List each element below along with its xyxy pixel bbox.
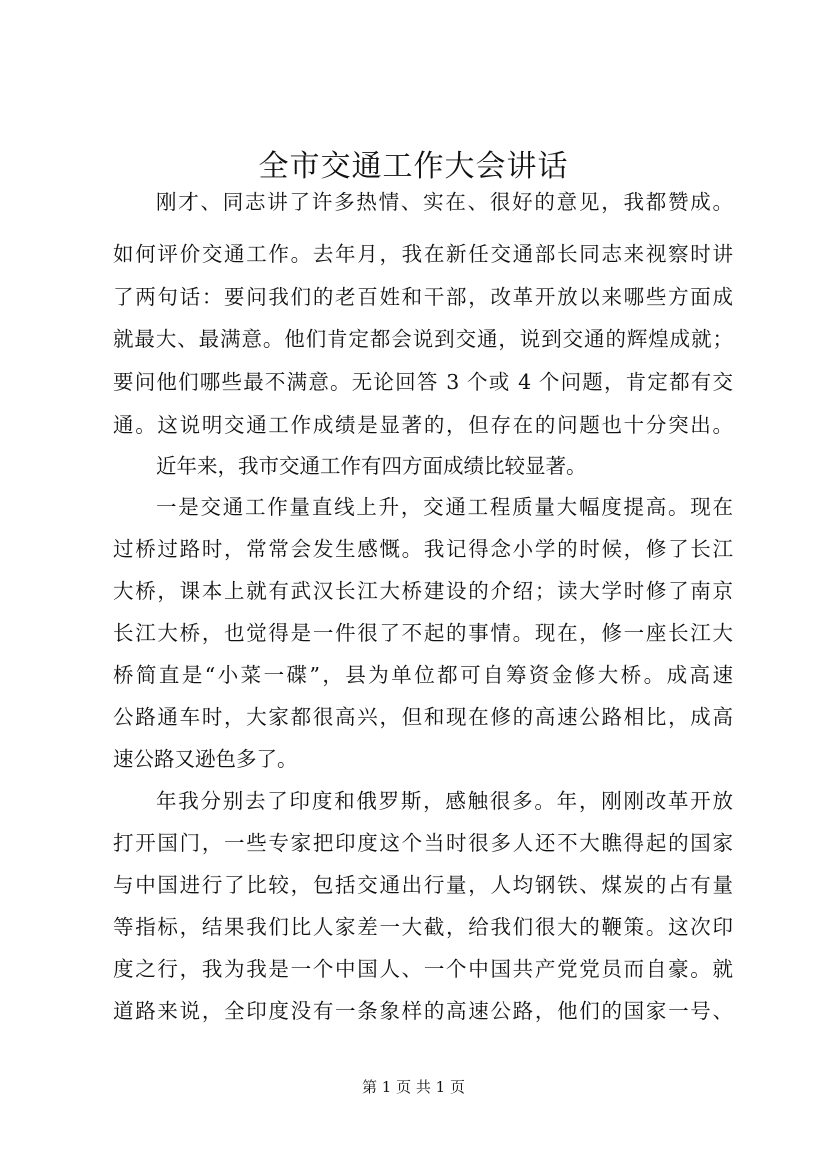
text-line: 桥简直是“小菜一碟”，县为单位都可自筹资金修大桥。成高速 <box>113 663 733 687</box>
text-line: 与中国进行了比较，包括交通出行量，人均钢铁、煤炭的占有量 <box>113 873 733 897</box>
text-line: 刚才、同志讲了许多热情、实在、很好的意见，我都赞成。 <box>156 190 733 214</box>
text-line: 长江大桥，也觉得是一件很了不起的事情。现在，修一座长江大 <box>113 621 733 645</box>
text-line: 了两句话：要问我们的老百姓和干部，改革开放以来哪些方面成 <box>113 285 733 309</box>
text-line: 就最大、最满意。他们肯定都会说到交通，说到交通的辉煌成就； <box>113 327 733 351</box>
text-line: 大桥，课本上就有武汉长江大桥建设的介绍；读大学时修了南京 <box>113 579 733 603</box>
text-line: 度之行，我为我是一个中国人、一个中国共产党党员而自豪。就 <box>113 957 733 981</box>
text-line: 过桥过路时，常常会发生感慨。我记得念小学的时候，修了长江 <box>113 537 733 561</box>
text-line: 如何评价交通工作。去年月，我在新任交通部长同志来视察时讲 <box>113 242 733 266</box>
text-line: 速公路又逊色多了。 <box>113 747 298 771</box>
text-line: 近年来，我市交通工作有四方面成绩比较显著。 <box>156 454 587 478</box>
text-line: 一是交通工作量直线上升，交通工程质量大幅度提高。现在 <box>156 495 733 519</box>
document-title: 全市交通工作大会讲话 <box>258 149 569 184</box>
text-line: 年我分别去了印度和俄罗斯，感触很多。年，刚刚改革开放 <box>156 789 733 813</box>
text-line: 要问他们哪些最不满意。无论回答 3 个或 4 个问题，肯定都有交 <box>113 370 733 394</box>
text-line: 打开国门，一些专家把印度这个当时很多人还不大瞧得起的国家 <box>113 831 733 855</box>
text-line: 等指标，结果我们比人家差一大截，给我们很大的鞭策。这次印 <box>113 915 733 939</box>
page-footer: 第 1 页 共 1 页 <box>362 1078 465 1096</box>
text-line: 通。这说明交通工作成绩是显著的，但存在的问题也十分突出。 <box>113 413 733 437</box>
text-line: 公路通车时，大家都很高兴，但和现在修的高速公路相比，成高 <box>113 705 733 729</box>
text-line: 道路来说，全印度没有一条象样的高速公路，他们的国家一号、 <box>113 999 733 1023</box>
